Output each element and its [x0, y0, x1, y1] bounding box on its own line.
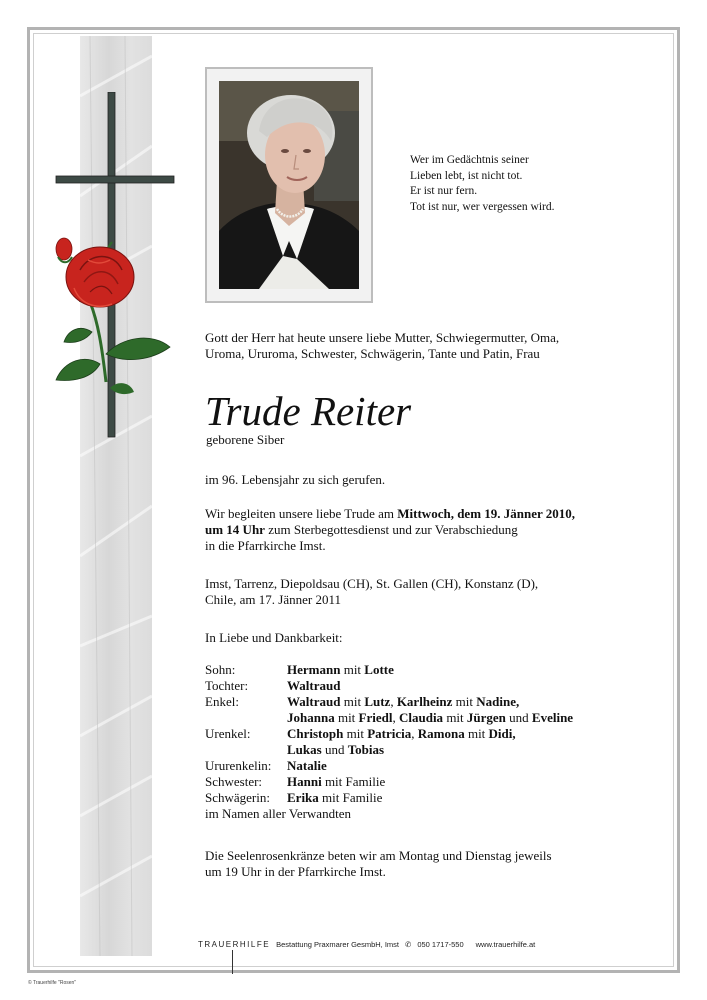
connector: mit [443, 710, 467, 725]
role-label: Urenkel: [205, 726, 251, 741]
funeral-date: Mittwoch, dem 19. Jänner 2010, [397, 506, 576, 521]
list-item [205, 662, 573, 678]
list-item [205, 790, 573, 806]
connector: mit [340, 662, 365, 677]
portrait-frame [205, 67, 373, 303]
relatives-line: im Namen aller Verwandten [205, 806, 351, 821]
role-label: Sohn: [205, 662, 236, 677]
person-name: Hanni [287, 774, 322, 789]
person-name: Didi, [488, 726, 516, 741]
age-line: im 96. Lebensjahr zu sich gerufen. [205, 472, 386, 487]
poem-line: Wer im Gedächtnis seiner [410, 154, 529, 166]
list-item [205, 678, 573, 694]
company-name: Bestattung Praxmarer GesmbH, Imst [276, 940, 400, 949]
list-item [205, 726, 573, 742]
connector: mit Familie [318, 790, 383, 805]
role-label: Tochter: [205, 678, 249, 693]
funeral-text: in die Pfarrkirche Imst. [205, 538, 326, 553]
role-label [205, 742, 287, 758]
person-name: Tobias [347, 742, 385, 757]
connector: mit [452, 694, 477, 709]
list-item [205, 694, 573, 710]
copyright-note: © Trauerhilfe "Rosen" [28, 980, 77, 986]
phone-icon: ✆ [405, 940, 412, 949]
deceased-name: Trude Reiter [205, 388, 412, 434]
person-name: Natalie [287, 758, 327, 773]
cross-with-rose-icon [40, 92, 180, 442]
rosary-line: um 19 Uhr in der Pfarrkirche Imst. [205, 864, 386, 879]
list-item [205, 806, 573, 822]
connector: , [392, 710, 399, 725]
intro-line: Gott der Herr hat heute unsere liebe Mutter, Schwiegermutter, Oma, [205, 330, 560, 345]
rosary-line: Die Seelenrosenkränze beten wir am Montag und Dienstag jeweils [205, 848, 552, 863]
person-name: Nadine, [476, 694, 520, 709]
list-item [205, 774, 573, 790]
list-item [205, 710, 573, 726]
survivors-list [205, 662, 573, 822]
list-item [205, 758, 573, 774]
role-label: Schwester: [205, 774, 263, 789]
person-name: Lotte [364, 662, 394, 677]
poem-line: Tot ist nur, wer vergessen wird. [410, 200, 555, 213]
place-date-line: Chile, am 17. Jänner 2011 [205, 592, 341, 607]
funeral-info [205, 506, 575, 554]
funeral-time: um 14 Uhr [205, 522, 265, 537]
in-love-heading: In Liebe und Dankbarkeit: [205, 630, 343, 645]
birth-name: geborene Siber [206, 432, 285, 447]
portrait-photo [219, 81, 359, 289]
person-name: Johanna [287, 710, 335, 725]
poem-line: Er ist nur fern. [410, 185, 478, 197]
role-label [205, 710, 287, 726]
connector: mit [464, 726, 489, 741]
connector: mit [343, 726, 368, 741]
footer-divider [232, 950, 233, 974]
role-label: Enkel: [205, 694, 239, 709]
person-name: Lutz [364, 694, 391, 709]
footer [198, 940, 535, 949]
connector: und [505, 710, 532, 725]
person-name: Jürgen [466, 710, 506, 725]
intro-line: Uroma, Ururoma, Schwester, Schwägerin, Tante und Patin, Frau [205, 346, 540, 361]
place-date [205, 576, 538, 608]
connector: mit [334, 710, 359, 725]
person-name: Waltraud [287, 694, 341, 709]
intro-text [205, 330, 559, 362]
connector: mit [340, 694, 365, 709]
connector: mit Familie [321, 774, 386, 789]
funeral-text: zum Sterbegottesdienst und zur Verabschiedung [264, 522, 518, 537]
person-name: Hermann [287, 662, 341, 677]
rosary-info [205, 848, 552, 880]
person-name: Ramona [417, 726, 465, 741]
person-name: Eveline [531, 710, 574, 725]
connector: , [390, 694, 397, 709]
connector: und [321, 742, 348, 757]
person-name: Christoph [287, 726, 344, 741]
poem-line: Lieben lebt, ist nicht tot. [410, 169, 523, 182]
memorial-poem [410, 153, 554, 215]
role-label: Schwägerin: [205, 790, 270, 805]
person-name: Erika [287, 790, 319, 805]
person-name: Karlheinz [396, 694, 453, 709]
person-name: Claudia [398, 710, 444, 725]
funeral-text: Wir begleiten unsere liebe Trude am [205, 506, 398, 521]
website-link[interactable]: www.trauerhilfe.at [475, 940, 536, 949]
person-name: Waltraud [287, 678, 341, 693]
person-name: Patricia [367, 726, 412, 741]
list-item [205, 742, 573, 758]
person-name: Friedl [358, 710, 393, 725]
connector: , [411, 726, 418, 741]
phone-number: 050 1717-550 [417, 940, 464, 949]
person-name: Lukas [287, 742, 322, 757]
role-label: Ururenkelin: [205, 758, 272, 773]
place-date-line: Imst, Tarrenz, Diepoldsau (CH), St. Gallen (CH), Konstanz (D), [205, 576, 539, 591]
brand-logo: TRAUERHILFE [198, 940, 271, 949]
